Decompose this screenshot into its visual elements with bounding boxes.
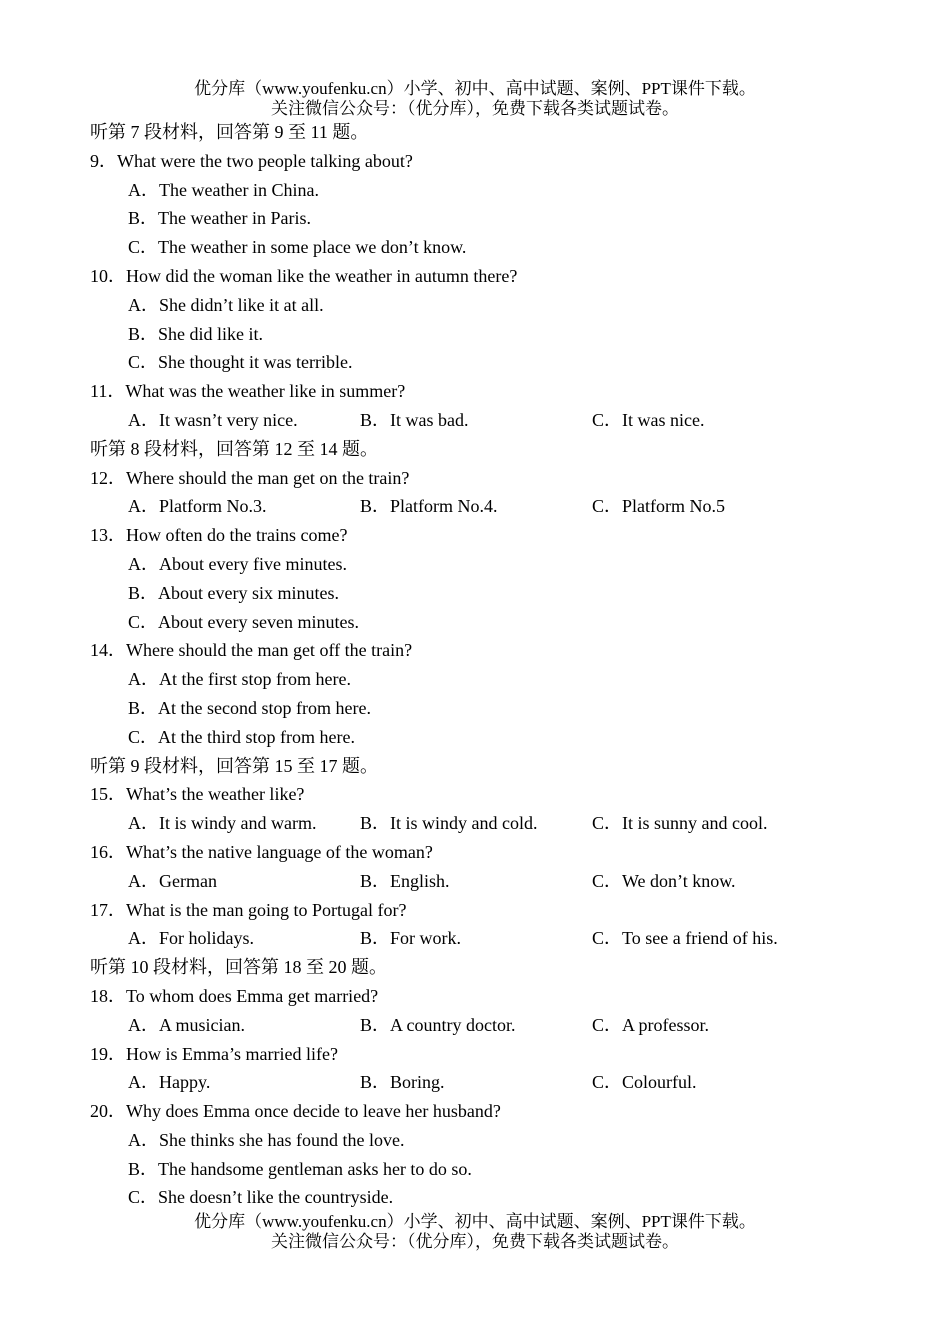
question-13-option-b: B．About every six minutes. — [128, 582, 339, 603]
question-13-option-a: A．About every five minutes. — [128, 553, 347, 574]
section-heading-9: 听第 9 段材料，回答第 15 至 17 题。 — [90, 755, 378, 776]
question-12-stem: 12．Where should the man get on the train? — [90, 467, 410, 488]
question-10-option-c: C．She thought it was terrible. — [128, 352, 353, 373]
question-10-option-a: A．She didn’t like it at all. — [128, 294, 324, 315]
question-17-option-c: C．To see a friend of his. — [592, 928, 778, 949]
question-18-stem: 18．To whom does Emma get married? — [90, 985, 379, 1006]
question-9-stem: 9．What were the two people talking about? — [90, 150, 413, 171]
question-9-option-a: A．The weather in China. — [128, 179, 319, 200]
question-20-option-a: A．She thinks she has found the love. — [128, 1129, 405, 1150]
section-heading-10: 听第 10 段材料，回答第 18 至 20 题。 — [90, 957, 387, 978]
question-11-option-a: A．It wasn’t very nice. — [128, 409, 298, 430]
question-17-option-b: B．For work. — [360, 928, 462, 949]
question-12-options — [90, 492, 890, 521]
question-17-option-a: A．For holidays. — [128, 928, 254, 949]
question-14-option-c: C．At the third stop from here. — [128, 726, 355, 747]
footer-line-2: 关注微信公众号：（优分库），免费下载各类试题试卷。 — [271, 1232, 679, 1251]
question-11-stem: 11．What was the weather like in summer? — [90, 381, 406, 402]
question-16-option-c: C．We don’t know. — [592, 870, 736, 891]
question-20-stem: 20．Why does Emma once decide to leave her husband? — [90, 1101, 501, 1122]
page-footer-banner — [0, 1212, 950, 1252]
question-19-options — [90, 1068, 890, 1097]
question-15-options — [90, 809, 890, 838]
question-19-option-b: B．Boring. — [360, 1072, 445, 1093]
question-14-stem: 14．Where should the man get off the train? — [90, 640, 413, 661]
question-19-option-a: A．Happy. — [128, 1072, 211, 1093]
question-15-option-a: A．It is windy and warm. — [128, 813, 317, 834]
question-15-option-b: B．It is windy and cold. — [360, 813, 538, 834]
question-14-option-b: B．At the second stop from here. — [128, 697, 371, 718]
question-18-options — [90, 1011, 890, 1040]
question-13-option-c: C．About every seven minutes. — [128, 611, 359, 632]
question-10-option-b: B．She did like it. — [128, 323, 263, 344]
question-15-option-c: C．It is sunny and cool. — [592, 813, 768, 834]
header-line-1: 优分库（www.youfenku.cn）小学、初中、高中试题、案例、PPT课件下载。 — [194, 79, 756, 98]
footer-line-1: 优分库（www.youfenku.cn）小学、初中、高中试题、案例、PPT课件下载。 — [194, 1212, 756, 1231]
question-16-option-b: B．English. — [360, 870, 450, 891]
question-19-option-c: C．Colourful. — [592, 1072, 697, 1093]
question-18-option-a: A．A musician. — [128, 1014, 245, 1035]
question-11-options — [90, 406, 890, 435]
question-20-option-c: C．She doesn’t like the countryside. — [128, 1187, 394, 1208]
question-20-option-b: B．The handsome gentleman asks her to do so. — [128, 1158, 472, 1179]
question-14-option-a: A．At the first stop from here. — [128, 669, 351, 690]
question-12-option-b: B．Platform No.4. — [360, 496, 498, 517]
question-15-stem: 15．What’s the weather like? — [90, 784, 305, 805]
question-10-stem: 10．How did the woman like the weather in autumn there? — [90, 265, 518, 286]
question-17-stem: 17．What is the man going to Portugal for? — [90, 899, 407, 920]
question-11-option-c: C．It was nice. — [592, 409, 705, 430]
question-18-option-b: B．A country doctor. — [360, 1014, 516, 1035]
section-heading-8: 听第 8 段材料，回答第 12 至 14 题。 — [90, 438, 378, 459]
page-header-banner — [0, 79, 950, 119]
question-17-options — [90, 924, 890, 953]
question-16-stem: 16．What’s the native language of the woman? — [90, 841, 433, 862]
question-16-options — [90, 867, 890, 896]
section-heading-7: 听第 7 段材料，回答第 9 至 11 题。 — [90, 122, 369, 142]
question-11-option-b: B．It was bad. — [360, 409, 469, 430]
question-13-stem: 13．How often do the trains come? — [90, 525, 348, 546]
question-12-option-a: A．Platform No.3. — [128, 496, 267, 517]
question-19-stem: 19．How is Emma’s married life? — [90, 1043, 338, 1064]
question-12-option-c: C．Platform No.5 — [592, 496, 725, 517]
question-16-option-a: A．German — [128, 870, 217, 891]
header-line-2: 关注微信公众号：（优分库），免费下载各类试题试卷。 — [271, 99, 679, 118]
question-18-option-c: C．A professor. — [592, 1014, 709, 1035]
question-9-option-c: C．The weather in some place we don’t know. — [128, 237, 467, 258]
question-content — [90, 118, 890, 1212]
question-9-option-b: B．The weather in Paris. — [128, 208, 311, 229]
